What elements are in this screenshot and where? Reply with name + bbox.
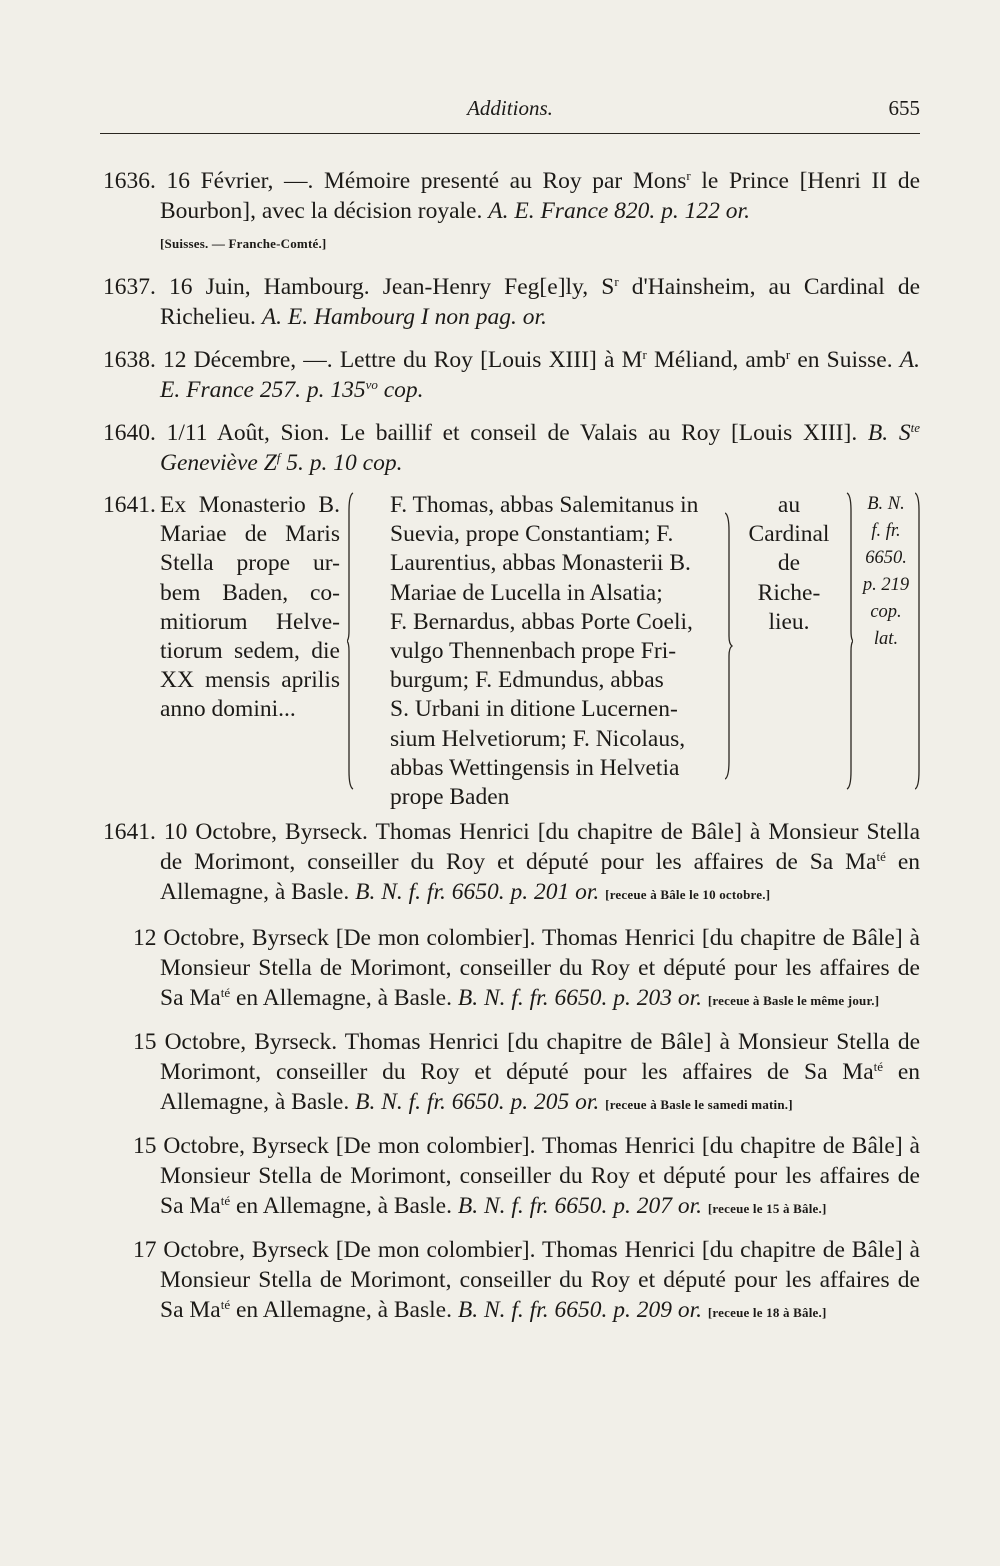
reference-line: 6650. bbox=[865, 548, 907, 568]
entry-note: [Suisses. — Franche-Comté.] bbox=[160, 236, 327, 251]
superscript: té bbox=[876, 849, 886, 864]
entry-text: Méliand, amb bbox=[646, 347, 786, 373]
recipient-line: au bbox=[777, 492, 801, 518]
superscript: té bbox=[220, 985, 231, 1000]
entry-12-octobre bbox=[103, 923, 920, 1016]
running-title: Additions. bbox=[467, 96, 553, 120]
entry-text: en Suisse. bbox=[790, 347, 900, 373]
superscript: r bbox=[614, 274, 619, 289]
recipient-line: de bbox=[777, 550, 801, 577]
superscript: f bbox=[276, 450, 281, 465]
abbots-line: Laurentius, abbas Monasterii B. bbox=[390, 550, 691, 577]
recipient-column bbox=[733, 491, 845, 637]
entry-1637 bbox=[103, 272, 920, 332]
archive-reference: A. E. Hambourg I non pag. or. bbox=[261, 304, 547, 330]
entry-text: 15 Octobre, Byrseck. Thomas Henrici [du chapitre de Bâle] à Monsieur Stella de Morimont, conseiller du Roy et député pour les affaires de Sa Ma bbox=[133, 1029, 920, 1085]
abbots-line: prope Baden bbox=[390, 784, 510, 811]
reference-line: f. fr. bbox=[871, 521, 901, 541]
running-head bbox=[100, 96, 920, 136]
abbots-line: F. Bernardus, abbas Porte Coeli, bbox=[390, 608, 693, 635]
superscript: té bbox=[873, 1059, 884, 1074]
superscript: r bbox=[686, 168, 691, 183]
entries bbox=[103, 166, 920, 1339]
entry-year: 1641. bbox=[103, 492, 156, 518]
reference-text: Geneviève Z bbox=[160, 450, 277, 476]
entry-text: 10 Octobre, Byrseck. Thomas Henrici [du chapitre de Bâle] à Monsieur Stella de Morimont, conseiller du Roy et député pour les affaires de Sa Ma bbox=[160, 819, 920, 875]
archive-reference: B. N. f. fr. 6650. p. 207 or. bbox=[457, 1193, 703, 1219]
place-line: anno domini... bbox=[160, 696, 296, 723]
entry-year: 1637. bbox=[103, 274, 156, 300]
reference-line: p. 219 bbox=[862, 575, 910, 595]
entry-year: 1638. bbox=[103, 347, 156, 373]
entry-note: [receue le 18 à Bâle.] bbox=[707, 1305, 827, 1320]
entry-year: 1641. bbox=[103, 819, 156, 845]
entry-text: 16 Juin, Hambourg. Jean-Henry Feg[e]ly, S bbox=[168, 274, 615, 300]
abbots-line: S. Urbani in ditione Lucernen- bbox=[390, 696, 678, 723]
header-rule bbox=[100, 133, 920, 134]
place-line: Stella prope ur- bbox=[160, 550, 340, 577]
vertical-brace bbox=[915, 491, 921, 791]
entry-text: en Allemagne, à Basle. bbox=[230, 1193, 458, 1219]
entry-text: 15 Octobre, Byrseck [De mon colombier]. Thomas Henrici [du chapitre de Bâle] à Monsieur Stella de Morimont, conseiller du Roy et député pour les affaires de Sa Ma bbox=[133, 1133, 920, 1219]
superscript: te bbox=[910, 420, 921, 435]
entry-text: 17 Octobre, Byrseck [De mon colombier]. Thomas Henrici [du chapitre de Bâle] à Monsieur Stella de Morimont, conseiller du Roy et député pour les affaires de Sa Ma bbox=[133, 1237, 920, 1323]
vertical-brace bbox=[845, 491, 851, 791]
entry-text: en Allemagne, à Basle. bbox=[230, 985, 458, 1011]
abbots-line: Mariae de Lucella in Alsatia; bbox=[390, 579, 663, 606]
reference-column bbox=[855, 491, 917, 653]
reference-text: A. E. France 257. p. 135 bbox=[160, 347, 921, 403]
archive-reference: A. E. France 820. p. 122 or. bbox=[488, 198, 750, 224]
archive-reference: B. N. f. fr. 6650. p. 209 or. bbox=[457, 1297, 703, 1323]
entry-note: [receue à Basle le même jour.] bbox=[707, 993, 880, 1008]
abbots-line: abbas Wettingensis in Helvetia bbox=[390, 754, 680, 781]
archive-reference: B. N. f. fr. 6650. p. 203 or. bbox=[457, 985, 703, 1011]
superscript: té bbox=[220, 1193, 231, 1208]
archive-reference: B. N. f. fr. 6650. p. 205 or. bbox=[355, 1089, 600, 1115]
place-line: Ex Monasterio B. bbox=[160, 492, 340, 518]
entry-text: en Allemagne, à Basle. bbox=[230, 1297, 458, 1323]
recipient-line: lieu. bbox=[768, 608, 810, 635]
vertical-brace bbox=[347, 491, 353, 791]
entry-15-octobre bbox=[103, 1027, 920, 1120]
entry-1641-10-octobre bbox=[103, 817, 920, 910]
entry-note: [receue à Basle le samedi matin.] bbox=[605, 1097, 793, 1112]
entry-text: en Allemagne, à Basle. bbox=[160, 849, 920, 905]
place-line: mitiorum Helve- bbox=[160, 608, 340, 635]
abbots-line: vulgo Thennenbach prope Fri- bbox=[390, 638, 677, 665]
place-line: XX mensis aprilis bbox=[160, 667, 340, 694]
place-line: tiorum sedem, die bbox=[160, 638, 340, 665]
entry-1638 bbox=[103, 345, 920, 405]
entry-1636 bbox=[103, 166, 920, 259]
reference-text: 5. p. 10 cop. bbox=[280, 450, 403, 476]
superscript: r bbox=[642, 347, 647, 362]
recipient-line: Cardinal bbox=[748, 521, 830, 548]
abbots-column bbox=[390, 491, 718, 812]
abbots-line: F. Thomas, abbas Salemitanus in bbox=[390, 492, 699, 518]
entry-15-octobre-colombier bbox=[103, 1131, 920, 1224]
abbots-line: Suevia, prope Constantiam; F. bbox=[390, 521, 674, 548]
abbots-line: sium Helvetiorum; F. Nicolaus, bbox=[390, 725, 686, 752]
reference-line: B. N. bbox=[867, 494, 905, 514]
entry-text: 1/11 Août, Sion. Le baillif et conseil de Valais au Roy [Louis XIII]. bbox=[166, 420, 868, 446]
entry-year: 1636. bbox=[103, 168, 156, 194]
entry-year: 1640. bbox=[103, 420, 156, 446]
recipient-line: Riche- bbox=[757, 579, 821, 606]
superscript: vo bbox=[365, 377, 378, 392]
entry-text: en Allemagne, à Basle. bbox=[160, 1059, 920, 1115]
entry-text: d'Hainsheim, au Cardinal de Richelieu. bbox=[160, 274, 921, 330]
entry-text: 12 Décembre, —. Lettre du Roy [Louis XIII] à M bbox=[163, 347, 643, 373]
entry-text: 12 Octobre, Byrseck [De mon colombier]. Thomas Henrici [du chapitre de Bâle] à Monsieur Stella de Morimont, conseiller du Roy et député pour les affaires de Sa Ma bbox=[133, 925, 920, 1011]
abbots-line: burgum; F. Edmundus, abbas bbox=[390, 667, 664, 694]
superscript: r bbox=[785, 347, 791, 362]
entry-note: [receue le 15 à Bâle.] bbox=[707, 1201, 827, 1216]
superscript: té bbox=[220, 1297, 231, 1312]
place-line: bem Baden, co- bbox=[160, 579, 340, 606]
page-number: 655 bbox=[888, 96, 920, 120]
place-line: Mariae de Maris bbox=[160, 521, 340, 548]
reference-line: cop. bbox=[870, 602, 902, 622]
entry-1641-letter-table bbox=[103, 491, 920, 811]
entry-text: 16 Février, —. Mémoire presenté au Roy par Mons bbox=[166, 168, 687, 194]
reference-text: B. S bbox=[867, 420, 911, 446]
entry-1640 bbox=[103, 418, 920, 478]
entry-text: le Prince [Henri II de Bourbon], avec la décision royale. bbox=[160, 168, 920, 224]
entry-17-octobre bbox=[103, 1235, 920, 1328]
archive-reference: B. N. f. fr. 6650. p. 201 or. bbox=[355, 879, 600, 905]
reference-line: lat. bbox=[873, 629, 899, 649]
place-column bbox=[160, 491, 340, 725]
entry-note: [receue à Bâle le 10 octobre.] bbox=[605, 887, 771, 902]
vertical-brace bbox=[725, 511, 731, 781]
reference-text: cop. bbox=[377, 377, 424, 403]
